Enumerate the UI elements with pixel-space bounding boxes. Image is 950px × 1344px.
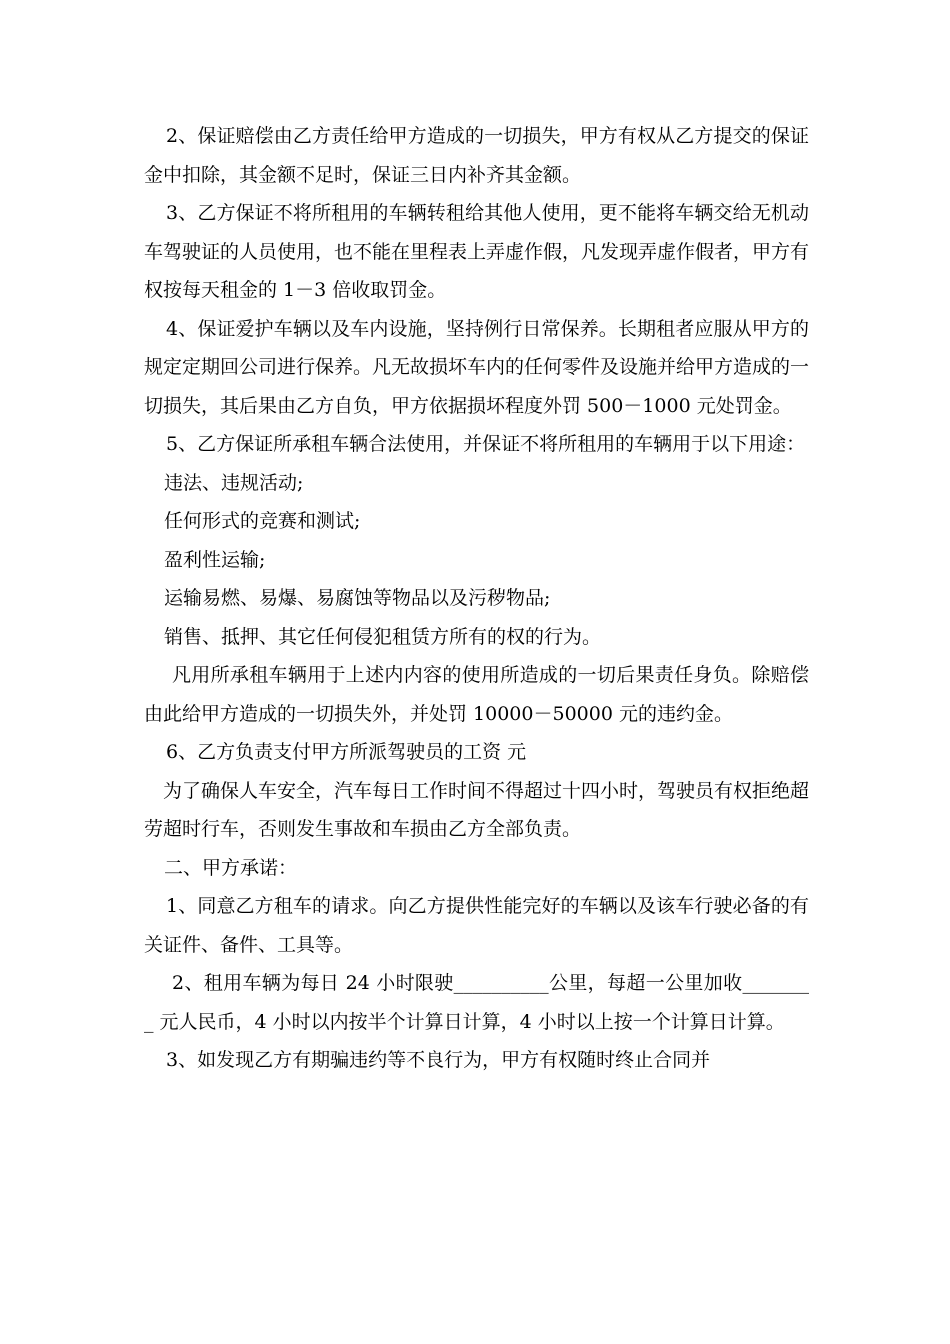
- prohibited-use-5: 销售、抵押、其它任何侵犯租赁方所有的权的行为。: [164, 625, 602, 648]
- section-heading-party-a: 二、甲方承诺：: [164, 856, 298, 879]
- prohibited-use-2: 任何形式的竞赛和测试;: [164, 510, 361, 532]
- prohibited-use-3: 盈利性运输;: [164, 548, 266, 571]
- party-a-clause-2: 2、租用车辆为每日 24 小时限驶__________公里，每超一公里加收________ 元人民币，4 小时以内按半个计算日计算，4 小时以上按一个计算日计算。: [144, 972, 809, 1033]
- prohibited-use-1: 违法、违规活动;: [164, 471, 304, 494]
- party-a-clause-1: 1、同意乙方租车的请求。向乙方提供性能完好的车辆以及该车行驶必备的有关证件、备件、工具等。: [144, 895, 809, 956]
- clause-2-compensation: 2、保证赔偿由乙方责任给甲方造成的一切损失，甲方有权从乙方提交的保证金中扣除，其金额不足时，保证三日内补齐其金额。: [144, 125, 809, 186]
- clause-5-legal-use: 5、乙方保证所承租车辆合法使用，并保证不将所租用的车辆用于以下用途：: [166, 433, 806, 455]
- prohibited-use-4: 运输易燃、易爆、易腐蚀等物品以及污秽物品;: [164, 587, 551, 609]
- clause-4-maintenance: 4、保证爱护车辆以及车内设施，坚持例行日常保养。长期租者应服从甲方的规定定期回公司进行保养。凡无故损坏车内的任何零件及设施并给甲方造成的一切损失，其后果由乙方自负，甲方依据损坏程度外罚 500－1000 元处罚金。: [144, 317, 810, 417]
- clause-3-no-sublease: 3、乙方保证不将所租用的车辆转租给其他人使用，更不能将车辆交给无机动车驾驶证的人员使用，也不能在里程表上弄虚作假，凡发现弄虚作假者，甲方有权按每天租金的 1－3 倍收取罚金。: [144, 202, 810, 301]
- penalty-paragraph: 凡用所承租车辆用于上述内内容的使用所造成的一切后果责任身负。除赔偿由此给甲方造成的一切损失外，并处罚 10000－50000 元的违约金。: [144, 664, 809, 725]
- document-page: [144, 117, 809, 1080]
- party-a-clause-3: 3、如发现乙方有期骗违约等不良行为，甲方有权随时终止合同并: [166, 1049, 711, 1071]
- clause-6-driver-wage: 6、乙方负责支付甲方所派驾驶员的工资 元: [166, 741, 527, 763]
- safety-paragraph: 为了确保人车安全，汽车每日工作时间不得超过十四小时，驾驶员有权拒绝超劳超时行车，否则发生事故和车损由乙方全部负责。: [144, 779, 810, 840]
